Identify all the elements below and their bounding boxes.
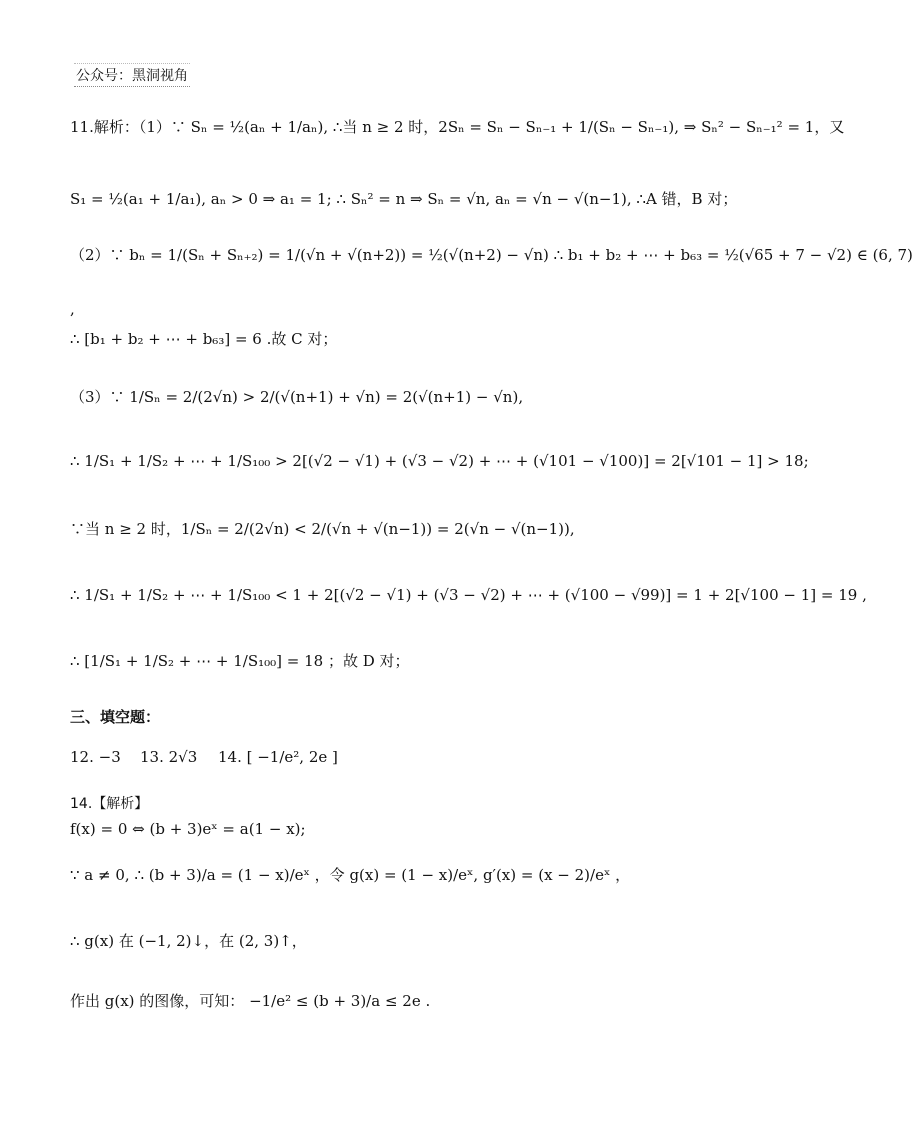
answer-14: 14. [ −1/e², 2e ] xyxy=(218,748,338,766)
q11-line-10: ∴ [1/S₁ + 1/S₂ + ⋯ + 1/S₁₀₀] = 18 ；故 D 对； xyxy=(70,652,410,670)
q11-line-7: ∴ 1/S₁ + 1/S₂ + ⋯ + 1/S₁₀₀ > 2[(√2 − √1) + (√3 − √2) + ⋯ + (√101 − √100)] = 2[√101 − 1] > 18; xyxy=(70,452,809,470)
q11-line-9: ∴ 1/S₁ + 1/S₂ + ⋯ + 1/S₁₀₀ < 1 + 2[(√2 − √1) + (√3 − √2) + ⋯ + (√100 − √99)] = 1 + 2[√100 − 1] = 19 , xyxy=(70,586,867,604)
q11-line-2: S₁ = ½(a₁ + 1/a₁), aₙ > 0 ⇒ a₁ = 1; ∴ Sₙ² = n ⇒ Sₙ = √n, aₙ = √n − √(n−1), ∴A 错，B 对； xyxy=(70,190,738,208)
q11-line-8: ∵当 n ≥ 2 时，1/Sₙ = 2/(2√n) < 2/(√n + √(n−1)) = 2(√n − √(n−1)), xyxy=(70,520,575,538)
q14-line-1: f(x) = 0 ⇔ (b + 3)eˣ = a(1 − x); xyxy=(70,820,306,838)
answer-13: 13. 2√3 xyxy=(140,748,198,766)
q11-line-5: ∴ [b₁ + b₂ + ⋯ + b₆₃] = 6 .故 C 对； xyxy=(70,330,338,348)
q11-line-3: （2）∵ bₙ = 1/(Sₙ + Sₙ₊₂) = 1/(√n + √(n+2)) = ½(√(n+2) − √n) ∴ b₁ + b₂ + ⋯ + b₆₃ = ½(√65 + 7 − √2) ∈ (6, 7) xyxy=(70,246,913,264)
q11-line-1: 11.解析：（1）∵ Sₙ = ½(aₙ + 1/aₙ), ∴当 n ≥ 2 时，2Sₙ = Sₙ − Sₙ₋₁ + 1/(Sₙ − Sₙ₋₁), ⇒ Sₙ² − Sₙ₋₁² = 1，又 xyxy=(70,118,845,136)
q14-line-2: ∵ a ≠ 0, ∴ (b + 3)/a = (1 − x)/eˣ ，令 g(x) = (1 − x)/eˣ, g′(x) = (x − 2)/eˣ ， xyxy=(70,866,631,884)
q14-title: 14.【解析】 xyxy=(70,796,149,812)
source-header: 公众号：黑洞视角 xyxy=(74,63,190,87)
answer-12: 12. −3 xyxy=(70,748,121,766)
q11-line-4: , xyxy=(70,300,75,318)
q14-line-3: ∴ g(x) 在 (−1, 2)↓，在 (2, 3)↑， xyxy=(70,932,307,950)
q11-line-6: （3）∵ 1/Sₙ = 2/(2√n) > 2/(√(n+1) + √n) = 2(√(n+1) − √n), xyxy=(70,388,524,406)
q14-line-4: 作出 g(x) 的图像，可知： −1/e² ≤ (b + 3)/a ≤ 2e . xyxy=(70,992,431,1010)
section-title-fill-in: 三、填空题： xyxy=(70,708,161,726)
